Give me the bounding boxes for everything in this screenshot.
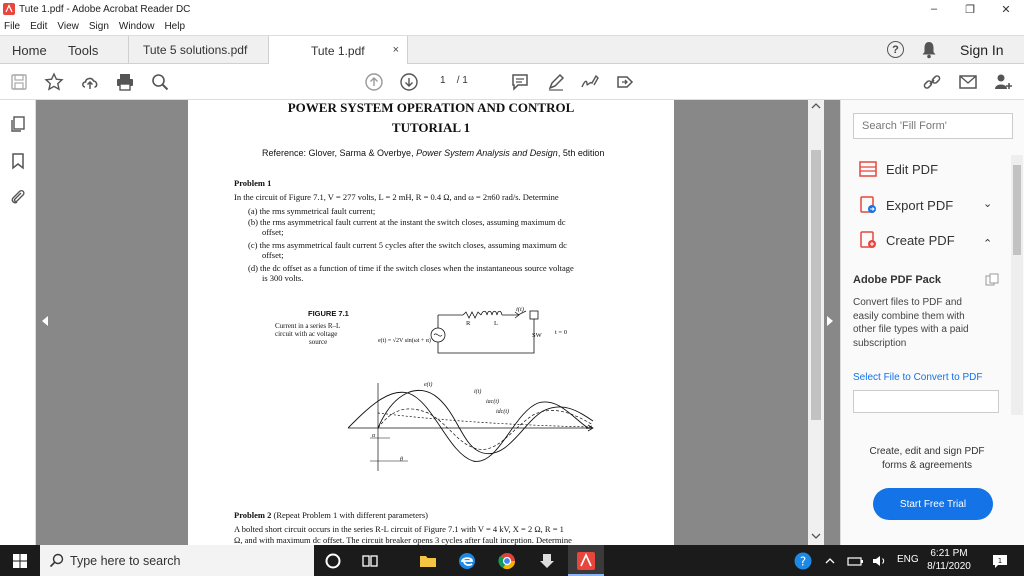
tab-label: Tute 5 solutions.pdf bbox=[143, 43, 248, 57]
cortana-icon[interactable] bbox=[323, 551, 343, 571]
tagline-line: Create, edit and sign PDF bbox=[869, 446, 985, 457]
windows-taskbar bbox=[0, 545, 1024, 576]
highlight-pen-icon[interactable] bbox=[546, 72, 566, 92]
clock-date: 8/11/2020 bbox=[927, 561, 971, 572]
sign-in-button[interactable]: Sign In bbox=[960, 42, 1004, 58]
windows-start-icon[interactable] bbox=[10, 551, 30, 571]
inductor-label: L bbox=[494, 320, 498, 327]
problem2-line1: A bolted short circuit occurs in the series R-L circuit of Figure 7.1 with V = 4 kV, X = 2 Ω, R = 1 bbox=[234, 524, 564, 534]
waveform-plot bbox=[348, 383, 598, 473]
clock[interactable] bbox=[922, 547, 976, 573]
start-free-trial-button[interactable]: Start Free Trial bbox=[873, 488, 993, 520]
pdf-pack-tagline bbox=[841, 445, 1013, 472]
print-icon[interactable] bbox=[115, 72, 135, 92]
wave-idc-label: idc(t) bbox=[496, 409, 509, 415]
help-tray-icon[interactable] bbox=[793, 551, 813, 571]
reference-suffix: , 5th edition bbox=[557, 148, 605, 158]
notifications-icon[interactable] bbox=[990, 551, 1010, 571]
acrobat-taskbar-icon bbox=[576, 551, 596, 571]
wave-iac-label: iac(t) bbox=[486, 399, 499, 405]
alpha-label: α bbox=[372, 433, 376, 439]
menu-sign[interactable]: Sign bbox=[88, 21, 109, 32]
clock-time: 6:21 PM bbox=[930, 548, 968, 559]
left-rail bbox=[0, 100, 36, 545]
document-reference bbox=[262, 148, 604, 158]
previous-page-arrow-icon[interactable] bbox=[41, 316, 49, 326]
minimize-button[interactable]: – bbox=[930, 3, 938, 15]
taskbar-search-input[interactable] bbox=[40, 545, 314, 576]
next-page-arrow-icon[interactable] bbox=[826, 316, 834, 326]
tool-label: Edit PDF bbox=[886, 161, 939, 177]
wave-axis-label: ωt bbox=[586, 425, 592, 431]
download-app-icon[interactable] bbox=[537, 551, 557, 571]
switch-label: SW bbox=[532, 332, 542, 339]
taskbar-active-app[interactable] bbox=[568, 545, 604, 576]
save-icon[interactable] bbox=[9, 72, 29, 92]
file-drop-box[interactable] bbox=[853, 390, 999, 413]
menu-file[interactable]: File bbox=[4, 21, 21, 32]
circuit-diagram bbox=[418, 305, 598, 360]
tray-chevron-up-icon[interactable] bbox=[820, 551, 840, 571]
scroll-down-arrow-icon[interactable] bbox=[811, 532, 821, 540]
pdf-pack-icon bbox=[985, 273, 999, 287]
edge-icon[interactable] bbox=[457, 551, 477, 571]
bookmark-star-icon[interactable] bbox=[44, 72, 64, 92]
problem2-line2: Ω, and with maximum dc offset. The circuit breaker opens 3 cycles after fault inception. Determine bbox=[234, 535, 572, 545]
taskbar-search-placeholder: Type here to search bbox=[70, 553, 181, 568]
sign-icon[interactable] bbox=[580, 72, 600, 92]
pdf-page bbox=[188, 100, 674, 545]
chrome-icon[interactable] bbox=[497, 551, 517, 571]
problem1-heading: Problem 1 bbox=[234, 178, 272, 188]
tab-document-tute5[interactable] bbox=[128, 36, 268, 64]
share-link-icon[interactable] bbox=[922, 72, 942, 92]
figure-caption-line: Current in a series R–L bbox=[275, 322, 341, 330]
tab-bar bbox=[0, 35, 1024, 64]
document-area bbox=[36, 100, 840, 545]
create-chevron-up-icon[interactable]: ⌃ bbox=[983, 238, 993, 250]
page-up-icon[interactable] bbox=[364, 72, 384, 92]
figure-caption-line: circuit with ac voltage bbox=[275, 330, 338, 338]
page-total: / 1 bbox=[456, 75, 468, 86]
svg-text:1: 1 bbox=[997, 557, 1003, 565]
switch-time-label: t = 0 bbox=[555, 329, 567, 336]
create-pdf-tool[interactable] bbox=[859, 230, 955, 250]
battery-icon[interactable] bbox=[845, 551, 865, 571]
close-window-button[interactable]: ✕ bbox=[1001, 3, 1011, 16]
email-icon[interactable] bbox=[958, 72, 978, 92]
share-tag-icon[interactable] bbox=[615, 72, 635, 92]
problem1-part-d: (d) the dc offset as a function of time if the switch closes when the instantaneous source voltage bbox=[248, 263, 574, 273]
menu-edit[interactable]: Edit bbox=[30, 21, 48, 32]
reference-book: Power System Analysis and Design bbox=[416, 148, 558, 158]
source-equation: e(t) = √2V sin(ωt + α) bbox=[378, 338, 431, 344]
problem1-part-a: (a) the rms symmetrical fault current; bbox=[248, 206, 376, 216]
tools-pane-scrollbar[interactable] bbox=[1011, 155, 1023, 415]
acrobat-icon bbox=[3, 3, 15, 15]
tools-search-input[interactable]: Search 'Fill Form' bbox=[853, 113, 1013, 139]
menu-view[interactable]: View bbox=[57, 21, 79, 32]
pdf-pack-title: Adobe PDF Pack bbox=[853, 274, 942, 286]
title-bar bbox=[0, 0, 1024, 18]
problem1-part-c: (c) the rms asymmetrical fault current 5 cycles after the switch closes, assuming maximum dc bbox=[248, 240, 567, 250]
wave-e-label: e(t) bbox=[424, 382, 433, 388]
window-title: Tute 1.pdf - Adobe Acrobat Reader DC bbox=[19, 3, 191, 15]
problem1-part-b: (b) the rms asymmetrical fault current at the instant the switch closes, assuming maximum dc bbox=[248, 217, 566, 227]
comment-icon[interactable] bbox=[510, 72, 530, 92]
select-file-link[interactable]: Select File to Convert to PDF bbox=[853, 372, 983, 383]
resistor-label: R bbox=[466, 320, 471, 327]
scroll-up-arrow-icon[interactable] bbox=[811, 102, 821, 110]
theta-label: θ bbox=[400, 457, 403, 463]
page-down-icon[interactable] bbox=[399, 72, 419, 92]
scrollbar-thumb[interactable] bbox=[811, 150, 821, 420]
tab-document-tute1[interactable] bbox=[268, 36, 408, 65]
page-thumbnails-icon[interactable] bbox=[9, 115, 27, 133]
problem1-part-d-cont: is 300 volts. bbox=[262, 273, 304, 283]
document-subtitle: TUTORIAL 1 bbox=[391, 120, 471, 135]
bell-icon[interactable] bbox=[921, 41, 937, 59]
tool-label: Create PDF bbox=[886, 232, 955, 248]
current-label: i(t) bbox=[516, 306, 524, 313]
task-view-icon[interactable] bbox=[360, 551, 380, 571]
upload-cloud-icon[interactable] bbox=[80, 72, 100, 92]
taskbar-search-icon bbox=[49, 553, 64, 568]
tab-tools[interactable]: Tools bbox=[68, 42, 99, 58]
volume-icon[interactable] bbox=[870, 551, 890, 571]
problem1-intro: In the circuit of Figure 7.1, V = 277 volts, L = 2 mH, R = 0.4 Ω, and ω = 2π60 rad/s. Determine bbox=[234, 192, 559, 202]
problem2-heading bbox=[234, 510, 428, 520]
export-chevron-down-icon[interactable]: ⌄ bbox=[983, 198, 993, 210]
search-icon[interactable] bbox=[150, 72, 170, 92]
edit-pdf-tool[interactable] bbox=[859, 159, 938, 179]
restore-button[interactable]: ❐ bbox=[965, 3, 975, 16]
reference-prefix: Reference: Glover, Sarma & Overbye, bbox=[262, 148, 417, 158]
menu-window[interactable]: Window bbox=[118, 21, 155, 32]
file-explorer-icon[interactable] bbox=[418, 551, 438, 571]
problem1-part-b-cont: offset; bbox=[262, 227, 284, 237]
menu-bar bbox=[0, 18, 1024, 35]
menu-help[interactable]: Help bbox=[164, 21, 186, 32]
page-current-input[interactable]: 1 bbox=[440, 75, 446, 86]
edit-pdf-icon bbox=[859, 160, 877, 178]
scrollbar-thumb[interactable] bbox=[1013, 165, 1021, 255]
toolbar bbox=[0, 64, 1024, 100]
export-pdf-icon bbox=[859, 196, 877, 214]
document-scrollbar[interactable] bbox=[808, 100, 824, 545]
language-indicator[interactable]: ENG bbox=[897, 554, 919, 565]
problem1-part-c-cont: offset; bbox=[262, 250, 284, 260]
help-icon[interactable]: ? bbox=[887, 41, 904, 58]
tool-label: Export PDF bbox=[886, 197, 954, 213]
problem2-heading-bold: Problem 2 bbox=[234, 510, 272, 520]
tab-home[interactable]: Home bbox=[12, 42, 47, 58]
add-user-icon[interactable] bbox=[993, 72, 1013, 92]
wave-i-label: i(t) bbox=[474, 389, 482, 395]
figure-caption-line: source bbox=[309, 338, 328, 346]
bookmarks-icon[interactable] bbox=[9, 152, 27, 170]
tagline-line: forms & agreements bbox=[881, 459, 973, 471]
attachments-icon[interactable] bbox=[9, 188, 27, 206]
create-pdf-icon bbox=[859, 231, 877, 249]
tab-label: Tute 1.pdf bbox=[311, 43, 365, 58]
document-title: POWER SYSTEM OPERATION AND CONTROL bbox=[287, 100, 575, 115]
page-indicator bbox=[440, 75, 468, 86]
tools-pane bbox=[840, 100, 1024, 545]
figure-caption bbox=[275, 322, 340, 346]
pdf-pack-description: Convert files to PDF and easily combine them with other file types with a paid subscription bbox=[853, 297, 969, 349]
close-tab-icon[interactable]: × bbox=[392, 44, 399, 56]
svg-text:?: ? bbox=[799, 554, 807, 569]
export-pdf-tool[interactable] bbox=[859, 195, 953, 215]
figure-label: FIGURE 7.1 bbox=[308, 309, 349, 318]
problem2-heading-rest: (Repeat Problem 1 with different parameters) bbox=[271, 510, 428, 520]
